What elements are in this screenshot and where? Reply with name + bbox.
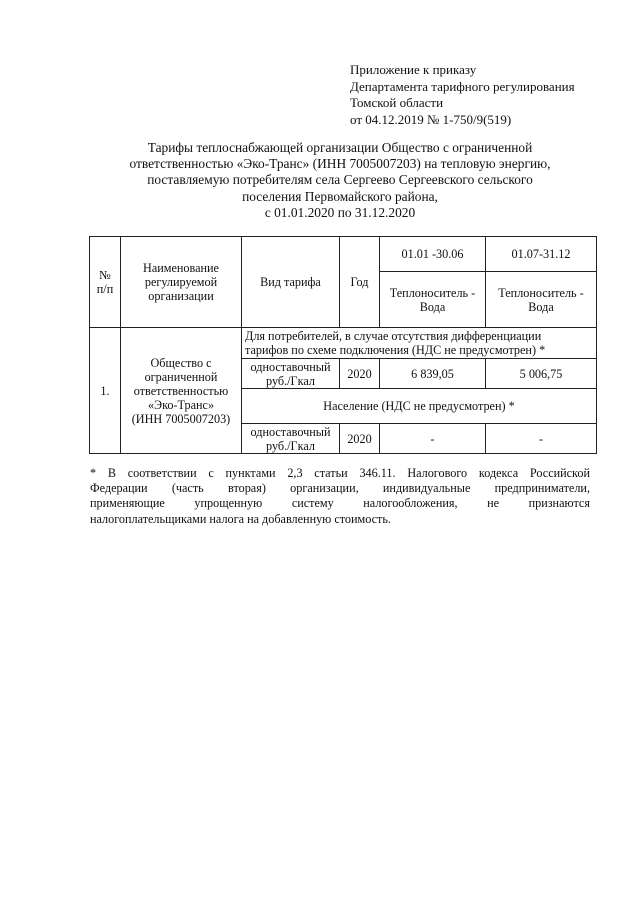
title-line: поставляемую потребителям села Сергеево Сергеевского сельского: [147, 172, 533, 188]
title-line: Тарифы теплоснабжающей организации Общество с ограниченной: [147, 140, 533, 155]
header-organization: Наименование регулируемой организации: [121, 237, 242, 328]
footnote-word: кодекса: [478, 466, 519, 480]
table-row: [90, 328, 597, 359]
value-cell: 5 006,75: [486, 359, 597, 389]
year-cell: 2020: [340, 359, 380, 389]
footnote-word: *: [90, 466, 97, 480]
footnote-word: организации,: [290, 481, 359, 496]
footnote-word: статьи: [314, 466, 348, 480]
footnote-word: 2,3: [287, 466, 303, 480]
appendix-line: Департамента тарифного регулирования: [350, 78, 575, 94]
footnote-line: [90, 496, 590, 511]
group-population-label: Население (НДС не предусмотрен) *: [242, 389, 597, 424]
footnote-word: вторая): [228, 481, 266, 496]
year-cell: 2020: [340, 424, 380, 454]
value-cell: -: [380, 424, 486, 454]
appendix-line: Томской области: [350, 95, 444, 110]
row-number: 1.: [90, 328, 121, 454]
document-title: [80, 140, 600, 221]
appendix-line: Приложение к приказу: [350, 62, 477, 77]
footnote-line: налогоплательщиками налога на добавленную стоимость.: [90, 511, 391, 526]
footnote-word: соответствии: [127, 466, 197, 480]
footnote-word: Налогового: [407, 466, 468, 480]
group-consumers-label: Для потребителей, в случае отсутствия дифференциации тарифов по схеме подключения (НДС не предусмотрен) *: [242, 328, 597, 359]
header-carrier-2: Теплоноситель - Вода: [486, 272, 597, 328]
footnote-word: (часть: [171, 481, 204, 496]
footnote-word: не: [487, 496, 500, 511]
value-cell: 6 839,05: [380, 359, 486, 389]
footnote-word: В: [107, 466, 116, 480]
footnote-word: Федерации: [90, 481, 148, 496]
footnote-word: индивидуальные: [382, 481, 471, 496]
footnote: [90, 466, 590, 527]
header-year: Год: [340, 237, 380, 328]
header-carrier-1: Теплоноситель - Вода: [380, 272, 486, 328]
footnote-word: 346.11.: [359, 466, 396, 480]
footnote-line: [90, 466, 590, 481]
tariff-type-cell: одноставочный руб./Гкал: [242, 424, 340, 454]
footnote-line: [90, 481, 590, 496]
footnote-word: упрощенную: [194, 496, 263, 511]
footnote-word: систему: [291, 496, 334, 511]
header-period-1: 01.01 -30.06: [380, 237, 486, 272]
footnote-word: Российской: [529, 466, 590, 480]
tariff-type-cell: одноставочный руб./Гкал: [242, 359, 340, 389]
title-line: ответственностью «Эко-Транс» (ИНН 7005007203) на тепловую энергию,: [129, 156, 551, 172]
footnote-word: применяющие: [90, 496, 165, 511]
footnote-word: с: [208, 466, 214, 480]
header-tariff-type: Вид тарифа: [242, 237, 340, 328]
value-cell: -: [486, 424, 597, 454]
footnote-word: предприниматели,: [494, 481, 590, 496]
header-number: № п/п: [90, 237, 121, 328]
title-line: поселения Первомайского района,: [242, 188, 438, 204]
appendix-line: от 04.12.2019 № 1-750/9(519): [350, 111, 512, 127]
footnote-word: пунктами: [225, 466, 276, 480]
header-period-2: 01.07-31.12: [486, 237, 597, 272]
row-organization: Общество с ограниченной ответственностью «Эко-Транс» (ИНН 7005007203): [121, 328, 242, 454]
footnote-word: признаются: [528, 496, 590, 511]
table-header-row: [90, 237, 597, 272]
appendix-header: [350, 62, 620, 128]
footnote-word: налогообложения,: [363, 496, 458, 511]
tariff-table: [89, 236, 597, 454]
title-line: с 01.01.2020 по 31.12.2020: [264, 204, 416, 220]
